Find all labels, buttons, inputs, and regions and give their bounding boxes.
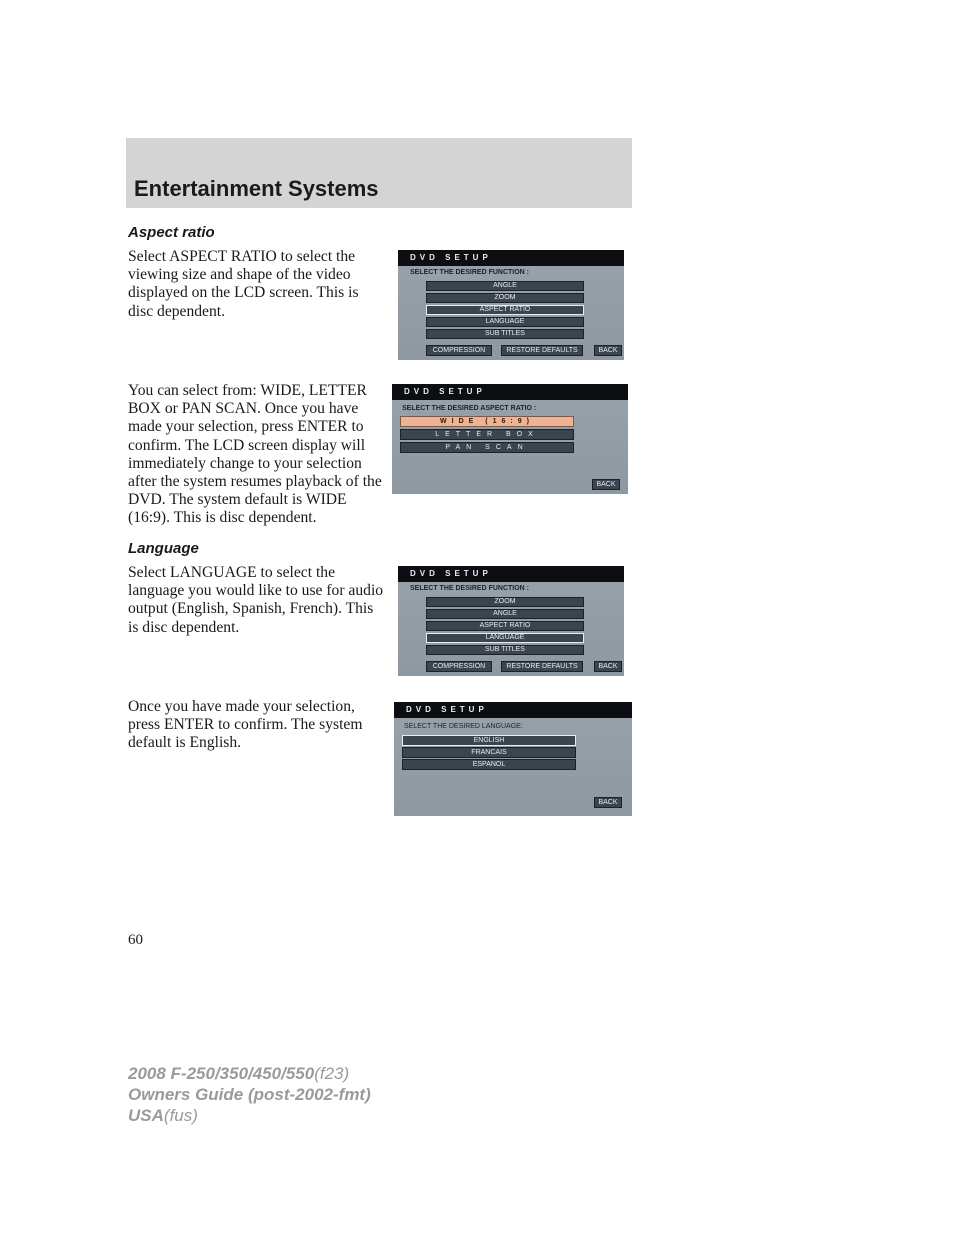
dvd-setup-screen-language-options: [394, 702, 632, 816]
screen-title: DVD SETUP: [398, 566, 624, 582]
dvd-setup-screen-aspect-ratio-menu: [398, 250, 624, 360]
screen-subtitle: SELECT THE DESIRED ASPECT RATIO :: [402, 405, 537, 412]
option-francais[interactable]: FRANCAIS: [402, 747, 576, 758]
footer-model: 2008 F-250/350/450/550: [128, 1064, 315, 1083]
screen-title: DVD SETUP: [394, 702, 632, 718]
footer-model-code: (f23): [314, 1064, 350, 1083]
language-paragraph-1: Select LANGUAGE to select the language you would like to use for audio output (English, Spanish, French). This is disc dependent.: [128, 564, 384, 636]
dvd-setup-screen-aspect-ratio-options: [392, 384, 628, 494]
aspect-ratio-paragraph-1: Select ASPECT RATIO to select the viewing size and shape of the video displayed on the LCD screen. This is disc dependent.: [128, 248, 359, 320]
menu-item-aspect-ratio[interactable]: ASPECT RATIO: [426, 621, 584, 631]
aspect-ratio-paragraph-2: You can select from: WIDE, LETTER BOX or PAN SCAN. Once you have made your selection, press ENTER to confirm. The LCD screen display will immediately change to your selection after the system resumes playback of the DVD. The system default is WIDE (16:9). This is disc dependent.: [128, 382, 382, 527]
menu-item-angle[interactable]: ANGLE: [426, 281, 584, 291]
section-heading-language: Language: [128, 540, 199, 557]
dvd-setup-screen-language-menu: [398, 566, 624, 676]
restore-defaults-button[interactable]: RESTORE DEFAULTS: [501, 661, 583, 672]
menu-item-angle[interactable]: ANGLE: [426, 609, 584, 619]
menu-item-language[interactable]: LANGUAGE: [426, 317, 584, 327]
option-english[interactable]: ENGLISH: [402, 735, 576, 746]
option-wide-16-9[interactable]: WIDE (16:9): [400, 416, 574, 427]
footer-model-line: [128, 1064, 349, 1084]
section-heading-aspect-ratio: Aspect ratio: [128, 224, 215, 241]
back-button[interactable]: BACK: [594, 345, 622, 356]
screen-subtitle: SELECT THE DESIRED LANGUAGE:: [404, 723, 523, 730]
menu-item-sub-titles[interactable]: SUB TITLES: [426, 329, 584, 339]
menu-item-language[interactable]: LANGUAGE: [426, 633, 584, 643]
language-paragraph-2: Once you have made your selection, press ENTER to confirm. The system default is English.: [128, 698, 363, 752]
screen-title: DVD SETUP: [398, 250, 624, 266]
back-button[interactable]: BACK: [594, 797, 622, 808]
menu-item-zoom[interactable]: ZOOM: [426, 597, 584, 607]
footer-region-code: (fus): [163, 1106, 198, 1125]
screen-title: DVD SETUP: [392, 384, 628, 400]
menu-item-zoom[interactable]: ZOOM: [426, 293, 584, 303]
screen-subtitle: SELECT THE DESIRED FUNCTION :: [410, 585, 530, 592]
footer-region: USA: [128, 1106, 164, 1125]
back-button[interactable]: BACK: [594, 661, 622, 672]
option-espanol[interactable]: ESPANOL: [402, 759, 576, 770]
compression-button[interactable]: COMPRESSION: [426, 661, 492, 672]
footer-guide-line: [128, 1085, 371, 1105]
option-pan-scan[interactable]: PAN SCAN: [400, 442, 574, 453]
back-button[interactable]: BACK: [592, 479, 620, 490]
footer-guide: Owners Guide (post-2002-fmt): [128, 1085, 371, 1104]
menu-item-aspect-ratio[interactable]: ASPECT RATIO: [426, 305, 584, 315]
page-title: Entertainment Systems: [134, 176, 379, 201]
header-band: [126, 138, 632, 208]
page-number: 60: [128, 932, 143, 948]
menu-item-sub-titles[interactable]: SUB TITLES: [426, 645, 584, 655]
footer-region-line: [128, 1106, 198, 1126]
screen-subtitle: SELECT THE DESIRED FUNCTION :: [410, 269, 530, 276]
restore-defaults-button[interactable]: RESTORE DEFAULTS: [501, 345, 583, 356]
option-letter-box[interactable]: LETTER BOX: [400, 429, 574, 440]
compression-button[interactable]: COMPRESSION: [426, 345, 492, 356]
